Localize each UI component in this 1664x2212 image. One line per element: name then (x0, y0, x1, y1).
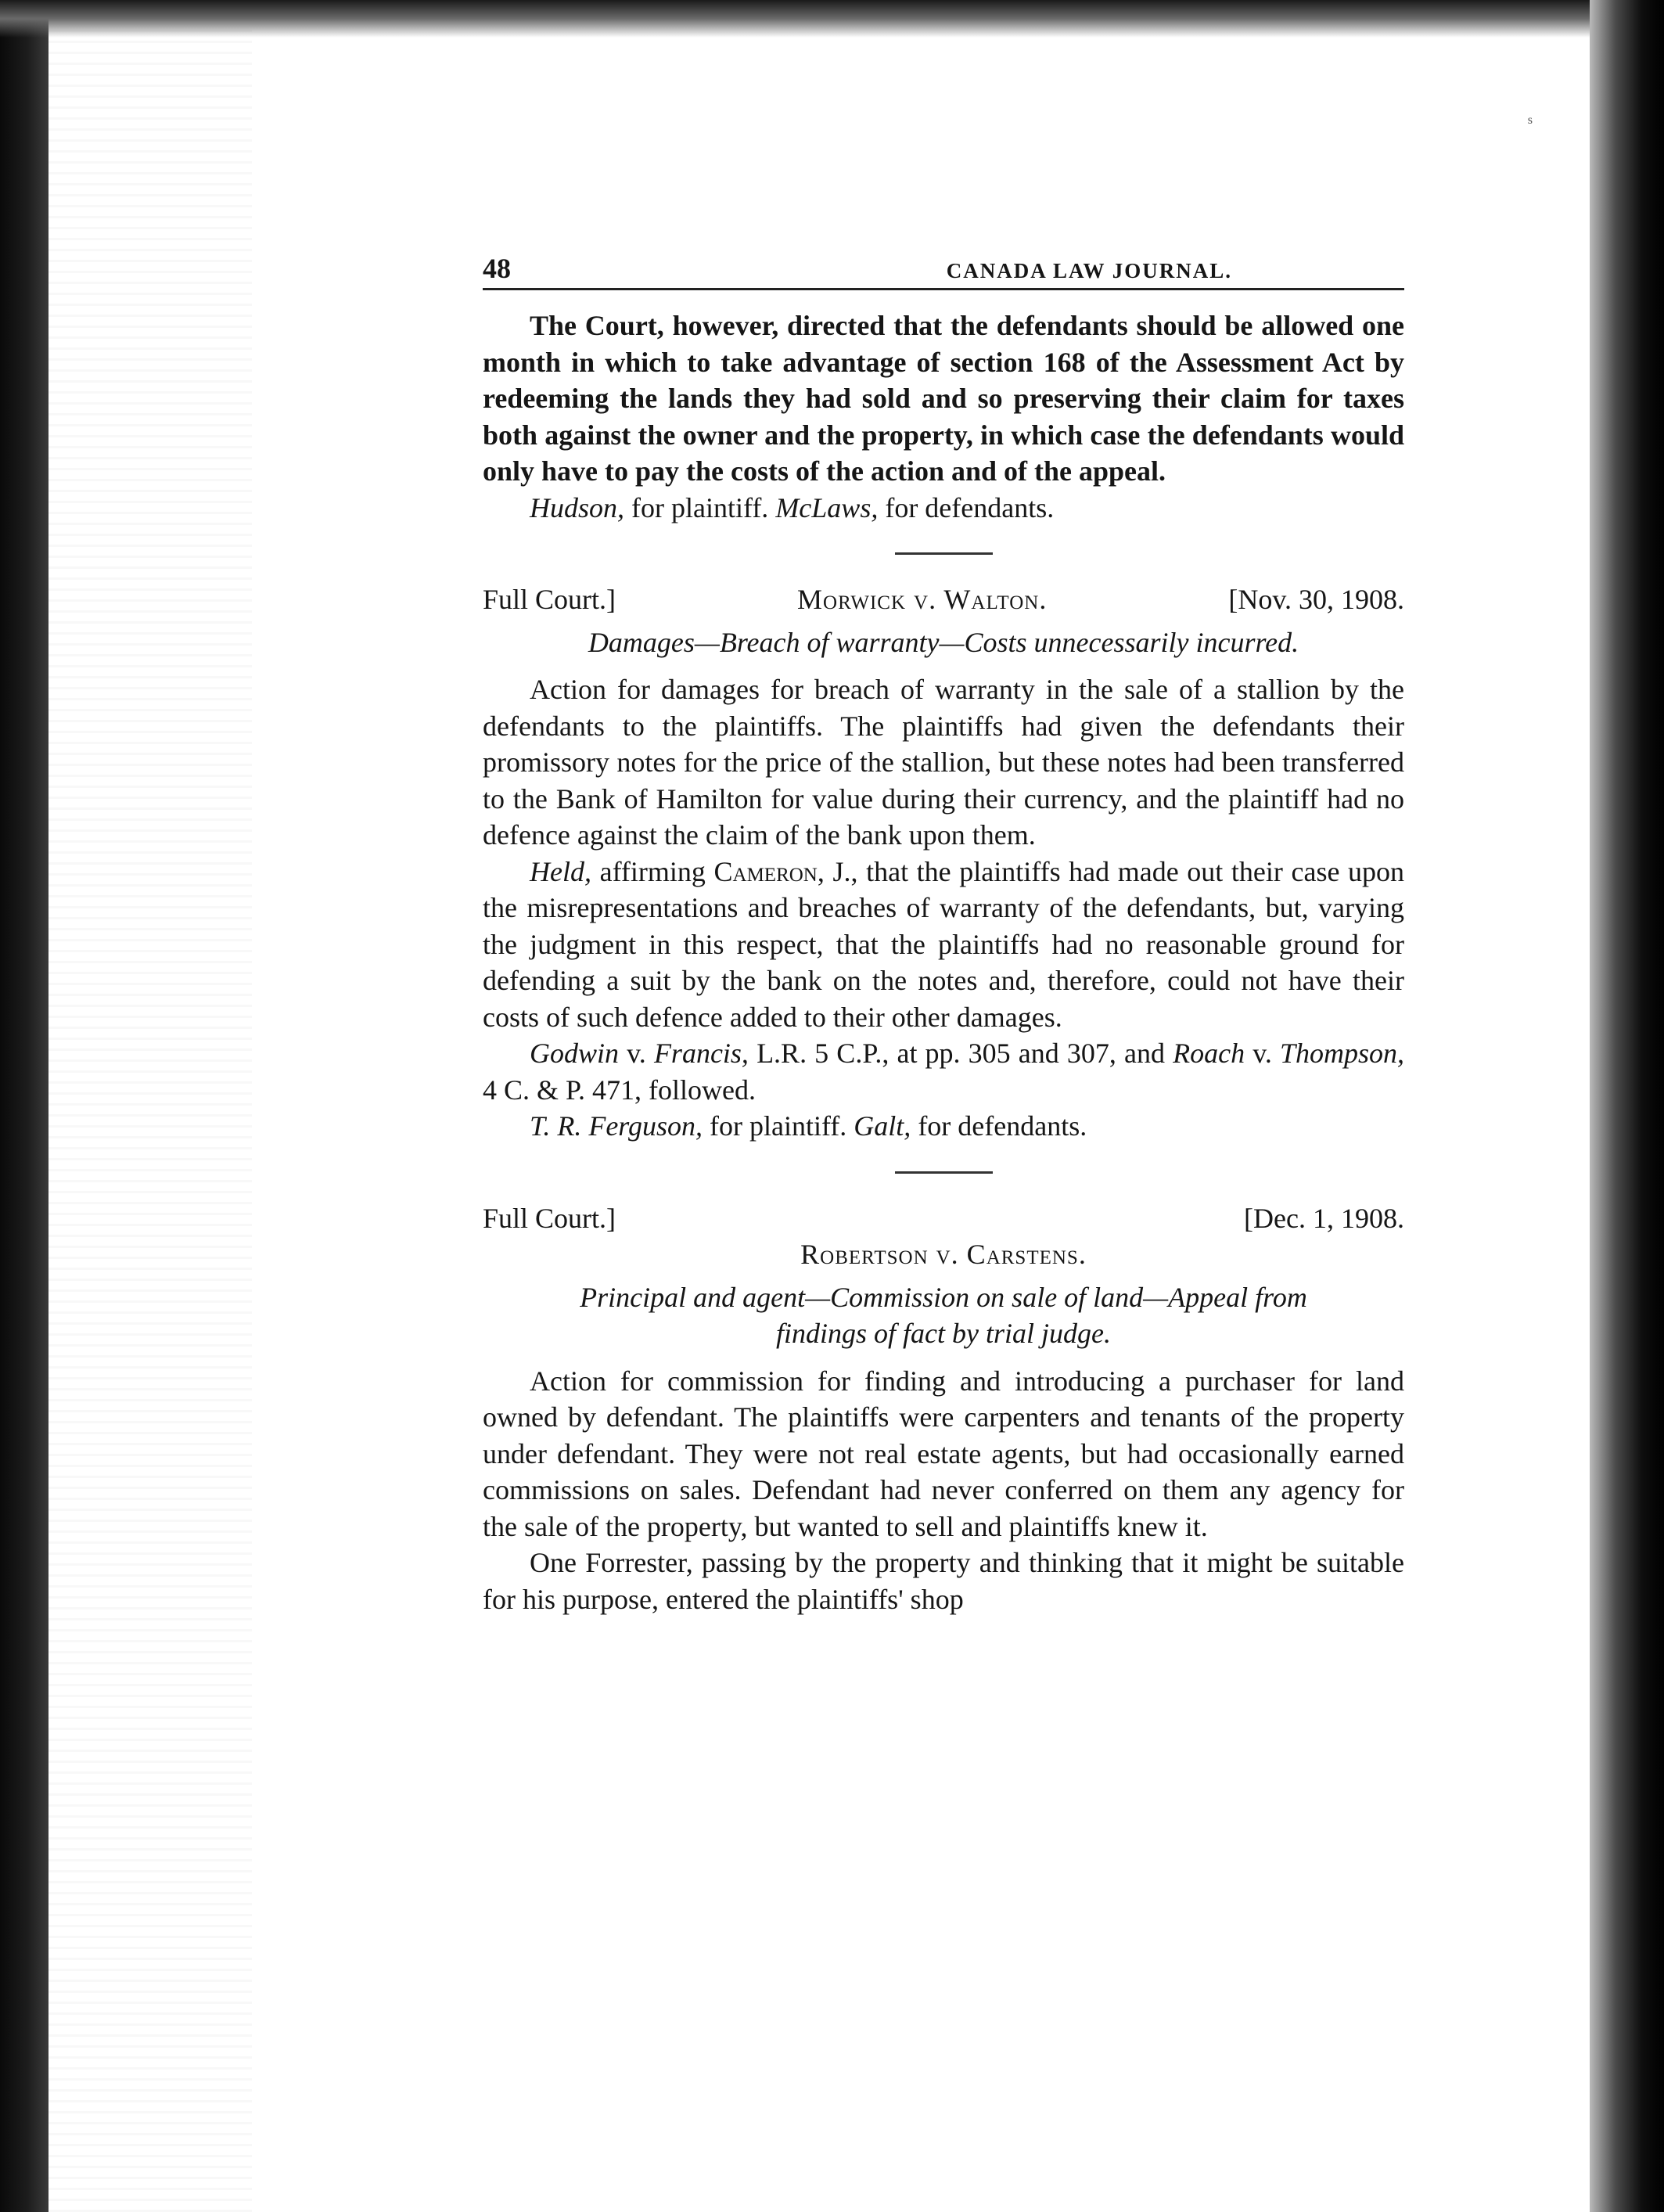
held-rest: J., that the plaintiffs had made out their case upon the misrepresentations and breaches of warranty of the defendants, but, varying the judgment in this respect, that the plaintiffs had no reasonable ground for defending a suit by the bank on the notes and, therefore, could not have their costs of such defence added to their other damages. (483, 855, 1405, 1033)
case2-paragraph-1: Action for commission for finding and introducing a purchaser for land owned by defendant. The plaintiffs were carpenters and tenants of the property under defendant. They were not real estate agents, but had occasionally earned commissions on sales. Defendant had never conferred on them any agency for the sale of the property, but wanted to sell and plaintiffs knew it. (483, 1365, 1404, 1542)
cite1-party-a: Godwin (530, 1038, 620, 1069)
section-divider (895, 1171, 993, 1174)
case2-catchwords (483, 1279, 1404, 1352)
page-header (483, 250, 1404, 290)
cite1-party-b: Francis, (653, 1038, 749, 1069)
case1-citations (483, 1035, 1404, 1108)
counsel-plaintiff-name: Hudson, (530, 491, 625, 523)
case1-date: [Nov. 30, 1908. (1228, 584, 1404, 615)
case2-catchwords-line-2: findings of fact by trial judge. (776, 1318, 1111, 1349)
case1-title: Morwick v. Walton. (797, 584, 1048, 615)
case2-court: Full Court.] (483, 1202, 616, 1234)
case1-counsel-plaintiff-name: T. R. Ferguson, (530, 1110, 703, 1142)
case1-paragraph-1: Action for damages for breach of warranty in the sale of a stallion by the defendants to the plaintiffs. The plaintiffs had given the defendants their promissory notes for the price of the stallion, but these notes had been transferred to the Bank of Hamilton for value during their currency, and the plaintiff had no defence against the claim of the bank upon them. (483, 674, 1404, 851)
cite2-party-a: Roach (1173, 1038, 1245, 1069)
cite2-reference: 4 C. & P. 471, followed. (483, 1074, 757, 1106)
scan-right-edge (1590, 0, 1664, 2212)
cite1-versus: v. (627, 1038, 646, 1069)
case1-held-paragraph (483, 854, 1404, 1036)
opening-counsel-line (483, 490, 1404, 527)
section-divider (895, 552, 993, 555)
case2-paragraph-2: One Forrester, passing by the property and thinking that it might be suitable for his purpose, entered the plaintiffs' shop (483, 1547, 1404, 1615)
cite2-party-b: Thompson, (1280, 1038, 1405, 1069)
case1-counsel-defendant-role: for defendants. (918, 1110, 1087, 1142)
held-judge: Cameron, (713, 855, 825, 887)
case2-date: [Dec. 1, 1908. (1244, 1202, 1404, 1234)
case2-heading (483, 1200, 1404, 1237)
held-word: Held, (530, 855, 591, 887)
counsel-defendant-name: McLaws, (775, 491, 879, 523)
case2-catchwords-line-1: Principal and agent—Commission on sale of land—Appeal from (580, 1281, 1307, 1313)
case1-counsel-plaintiff-role: for plaintiff. (710, 1110, 847, 1142)
case1-heading (483, 581, 1404, 618)
page-number: 48 (483, 253, 511, 284)
scan-top-edge (0, 0, 1664, 38)
margin-mark: s (1527, 113, 1533, 127)
case1-counsel-line (483, 1108, 1404, 1145)
journal-page (483, 250, 1404, 1617)
cite2-versus: v. (1252, 1038, 1272, 1069)
case1-counsel-defendant-name: Galt, (854, 1110, 911, 1142)
opening-paragraph: The Court, however, directed that the defendants should be allowed one month in which to take advantage of section 168 of the Assessment Act by redeeming the lands they had sold and so preserving their claim for taxes both against the owner and the property, in which case the defendants would only have to pay the costs of the action and of the appeal. (483, 310, 1404, 487)
counsel-plaintiff-role: for plaintiff. (631, 491, 769, 523)
case2-title: Robertson v. Carstens. (800, 1239, 1087, 1270)
case1-court: Full Court.] (483, 584, 616, 615)
running-head: CANADA LAW JOURNAL. (946, 259, 1232, 282)
scan-left-edge (0, 0, 49, 2212)
counsel-defendant-role: for defendants. (885, 491, 1055, 523)
held-affirming: affirming (599, 855, 706, 887)
cite1-reference: L.R. 5 C.P., at pp. 305 and 307, and (757, 1038, 1165, 1069)
case1-catchwords: Damages—Breach of warranty—Costs unnecessarily incurred. (588, 626, 1299, 658)
scan-left-noise (49, 0, 252, 2212)
